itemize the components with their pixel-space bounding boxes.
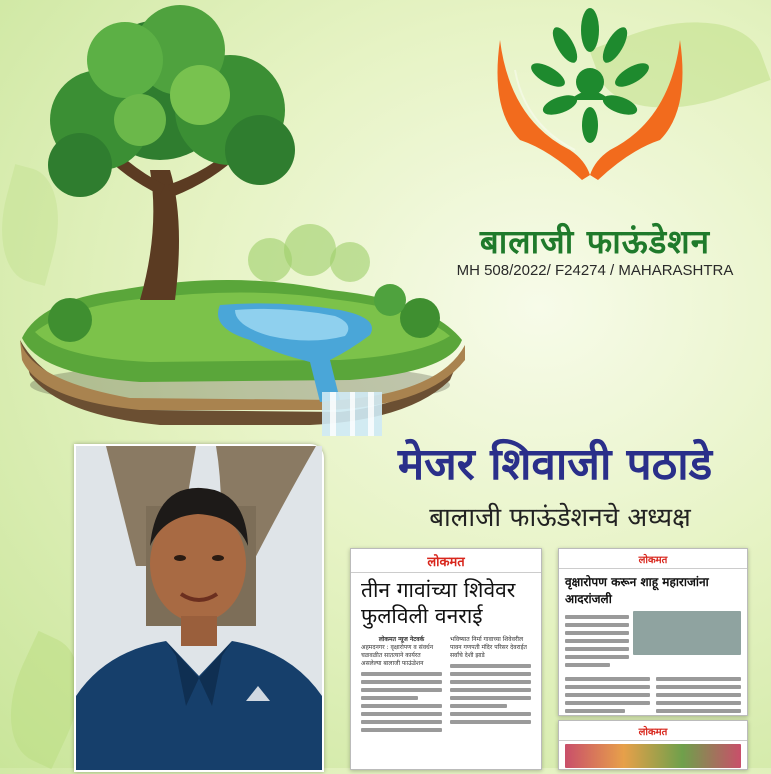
headline-line-1: तीन गावांच्या शिवेवर — [361, 578, 516, 602]
article-column-2: भविष्यात निर्मा गावाच्या शिवेवरील पावन गणपती मंदिर परिसर देवराईत सर्वांचे देशी झाडे — [450, 635, 527, 659]
newspaper-clipping-bottom — [558, 720, 748, 770]
newspaper-masthead: लोकमत — [559, 721, 747, 741]
clipping-photo — [565, 744, 741, 768]
newspaper-clipping-right — [558, 548, 748, 716]
clipping-headline: वृक्षारोपण करून शाहू महाराजांना आदरांजली — [565, 575, 709, 606]
organization-name: बालाजी फाऊंडेशन — [479, 222, 711, 261]
person-name: मेजर शिवाजी पठाडे — [397, 439, 713, 490]
newspaper-clipping-left — [350, 548, 542, 770]
foundation-logo-icon — [490, 0, 690, 210]
tree-island-illustration — [10, 0, 470, 440]
headline-line-2: फुलविली वनराई — [361, 604, 483, 629]
clipping-headline — [351, 573, 541, 634]
clipping-photo — [633, 611, 741, 655]
portrait-photo — [74, 444, 324, 772]
newspaper-masthead: लोकमत — [351, 549, 541, 573]
registration-number: MH 508/2022/ F24274 / MAHARASHTRA — [456, 262, 734, 279]
article-body — [351, 634, 541, 738]
person-title: बालाजी फाऊंडेशनचे अध्यक्ष — [429, 503, 691, 533]
portrait-illustration — [76, 446, 322, 770]
article-byline: लोकमत न्यूज नेटवर्क — [378, 635, 425, 643]
newspaper-masthead: लोकमत — [559, 549, 747, 569]
article-lead: अहमदनगर : वृक्षारोपण व संवर्धन चळवळीत सातत्याने कार्यरत असलेल्या बालाजी फाऊंडेशन — [361, 643, 434, 667]
